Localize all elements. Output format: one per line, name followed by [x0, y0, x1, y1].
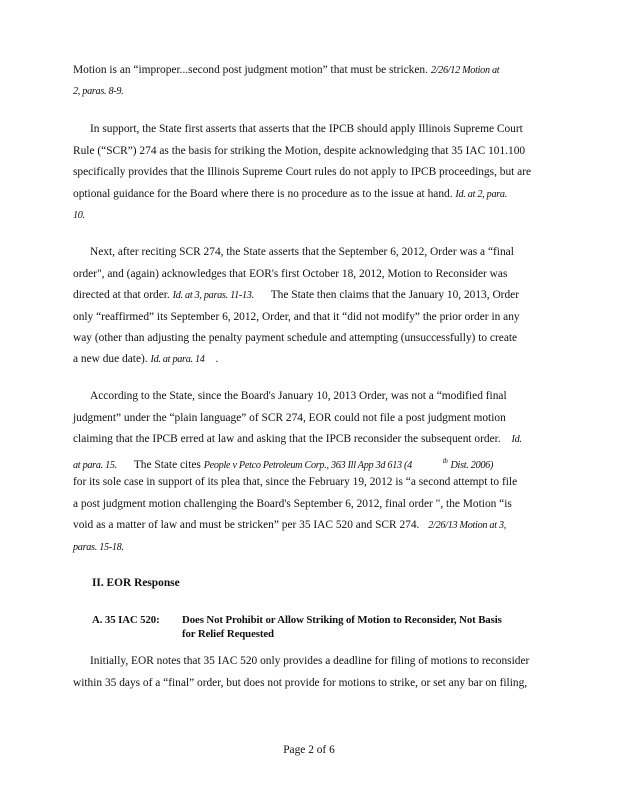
- citation: 10.: [73, 210, 85, 221]
- p2-line2: order", and (again) acknowledges that EOR's first October 18, 2012, Motion to Reconsider was: [73, 268, 508, 280]
- p0-line2: [73, 84, 123, 99]
- p2-line1: Next, after reciting SCR 274, the State asserts that the September 6, 2012, Order was a “final: [90, 246, 514, 258]
- p2-line5: way (other than adjusting the penalty payment schedule and attempting (unsuccessfully) to create: [73, 332, 518, 344]
- p3-line4: at para. 15. The State cites People v Petco Petroleum Corp., 363 Ill App 3d 613 (4 $^{th}$ Dist. 2006): [73, 457, 494, 471]
- p3-line2: judgment” under the “plain language” of SCR 274, EOR could not file a post judgment motion: [73, 412, 506, 424]
- p1-line5: [73, 208, 85, 223]
- subheading-title-line1: Does Not Prohibit or Allow Striking of Motion to Reconsider, Not Basis: [182, 614, 502, 626]
- p4-line1: Initially, EOR notes that 35 IAC 520 only provides a deadline for filing of motions to reconsider: [90, 655, 530, 667]
- p1-line4: optional guidance for the Board where there is no procedure as to the issue at hand. Id. at 2, para.: [73, 188, 507, 200]
- citation: Id. at para. 14: [150, 354, 205, 365]
- citation: 2/26/12 Motion at: [430, 65, 500, 76]
- citation: 2/26/13 Motion at 3,: [428, 520, 507, 531]
- page-number: Page 2 of 6: [283, 744, 335, 756]
- p3-line1: According to the State, since the Board's January 10, 2013 Order, was not a “modified final: [90, 390, 507, 402]
- p0-line1: Motion is an “improper...second post judgment motion” that must be stricken. 2/26/12 Motion at: [73, 64, 500, 76]
- p3-line6: a post judgment motion challenging the Board's September 6, 2012, final order ", the Motion “is: [73, 498, 512, 510]
- section-heading: II. EOR Response: [92, 577, 180, 589]
- citation: Dist. 2006): [450, 459, 494, 471]
- p1-line1: In support, the State first asserts that asserts that the IPCB should apply Illinois Supreme Court: [90, 123, 523, 135]
- subheading-label: A. 35 IAC 520:: [92, 614, 160, 626]
- p1-line3: specifically provides that the Illinois Supreme Court rules do not apply to IPCB proceedings, but are: [73, 166, 532, 178]
- p3-line5: for its sole case in support of its plea that, since the February 19, 2012 is “a second attempt to file: [73, 476, 518, 488]
- citation: paras. 15-18.: [73, 542, 124, 553]
- p4-line2: within 35 days of a “final” order, but does not provide for motions to strike, or set any bar on filing,: [73, 677, 528, 689]
- citation: Id. at 3, paras. 11-13.: [172, 290, 254, 301]
- p2-line4: only “reaffirmed” its September 6, 2012, Order, and that it “did not modify” the prior order in any: [73, 311, 520, 323]
- citation: Id.: [511, 434, 522, 445]
- p2-line3: directed at that order. Id. at 3, paras. 11-13. The State then claims that the January 10, 2013, Order: [73, 289, 520, 301]
- citation: 2, paras. 8-9.: [73, 86, 124, 97]
- p2-line6: a new due date). Id. at para. 14 .: [73, 353, 219, 365]
- citation: at para. 15.: [73, 459, 117, 471]
- p3-line8: [73, 540, 124, 555]
- citation: People v Petco Petroleum Corp., 363 Ill App 3d 613 (4: [203, 459, 412, 471]
- p3-line7: void as a matter of law and must be stricken” per 35 IAC 520 and SCR 274. 2/26/13 Motion at 3,: [73, 519, 507, 531]
- superscript: th: [442, 457, 448, 465]
- subheading-title-line2: for Relief Requested: [182, 628, 274, 640]
- p1-line2: Rule (“SCR”) 274 as the basis for striking the Motion, despite acknowledging that 35 IAC 101.100: [73, 145, 526, 157]
- citation: Id. at 2, para.: [455, 189, 507, 200]
- p3-line3: claiming that the IPCB erred at law and asking that the IPCB reconsider the subsequent order. Id.: [73, 433, 522, 445]
